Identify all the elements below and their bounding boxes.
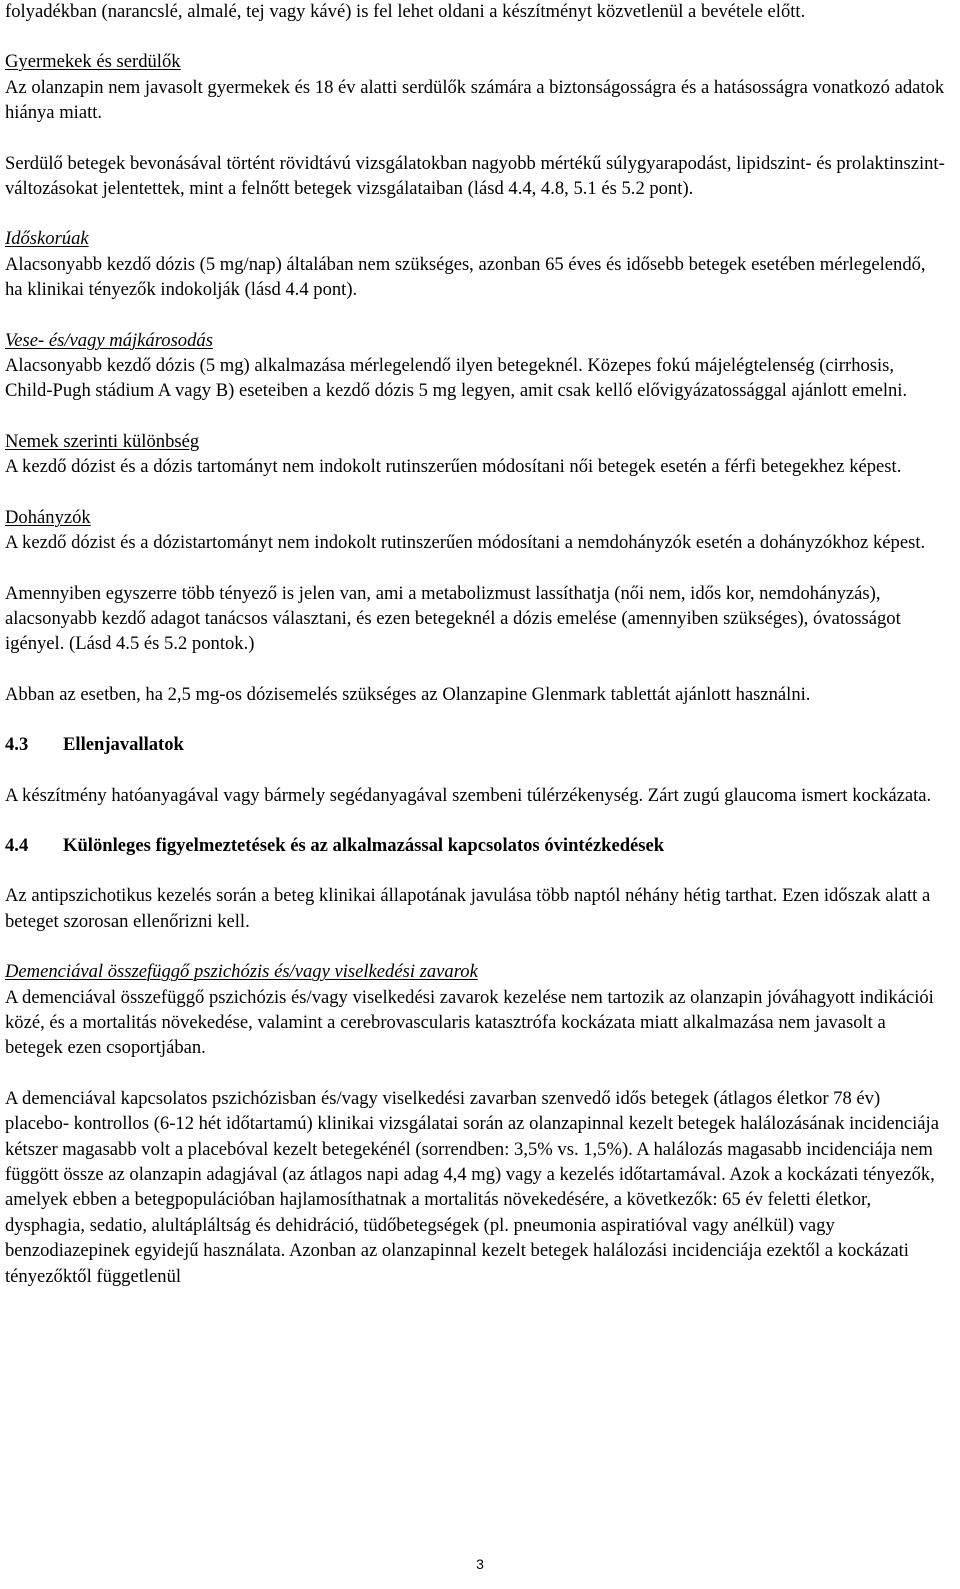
section-4-4-number: 4.4 xyxy=(5,834,29,856)
section-4-4-heading xyxy=(5,833,945,858)
renal-heading: Vese- és/vagy májkárosodás xyxy=(5,329,213,351)
section-4-3-paragraph: A készítmény hatóanyagával vagy bármely segédanyagával szembeni túlérzékenység. Zárt zugú glaucoma ismert kockázata. xyxy=(5,784,932,806)
smokers-section xyxy=(5,505,945,556)
dementia-paragraph-1: A demenciával összefüggő pszichózis és/vagy viselkedési zavarok kezelése nem tartozik az olanzapin jóváhagyott indikációi közé, és a mortalitás növekedése, valamint a cerebrovascularis katasztrófa kockázata miatt alkalmazása nem javasolt a betegek ezen csoportjában. xyxy=(5,986,934,1059)
section-4-4-paragraph: Az antipszichotikus kezelés során a beteg klinikai állapotának javulása több naptól néhány hétig tarthat. Ezen időszak alatt a beteget szorosan ellenőrizni kell. xyxy=(5,885,931,932)
section-4-4-title: Különleges figyelmeztetések és az alkalmazással kapcsolatos óvintézkedések xyxy=(63,834,665,856)
elderly-paragraph: Alacsonyabb kezdő dózis (5 mg/nap) általában nem szükséges, azonban 65 éves és idősebb betegek esetében mérlegelendő, ha klinikai tényezők indokolják (lásd 4.4 pont). xyxy=(5,253,926,301)
dementia-heading: Demenciával összefüggő pszichózis és/vagy viselkedési zavarok xyxy=(5,961,478,983)
intro-paragraph: folyadékban (narancslé, almalé, tej vagy kávé) is fel lehet oldani a készítményt közvetlenül a bevétele előtt. xyxy=(5,1,806,22)
children-paragraph-2: Serdülő betegek bevonásával történt rövidtávú vizsgálatokban nagyobb mértékű súlygyarapodást, lipidszint- és prolaktinszint-változásokat jelentettek, mint a felnőtt betegek vizsgálataiban (lásd 4.4, 4.8, 5.1 és 5.2 pont). xyxy=(5,152,945,200)
dementia-paragraph-2: A demenciával kapcsolatos pszichózisban és/vagy viselkedési zavarban szenvedő idős betegek (átlagos életkor 78 év) placebo- kontrollos (6-12 hét időtartamú) klinikai vizsgálatai során az olanzapinnal kezelt betegek halálozásának incidenciája kétszer magasabb volt a placebóval kezelt betegekénél (sorrendben: 3,5% vs. 1,5%). A halálozás magasabb incidenciája nem függött össze az olanzapin adagjával (az átlagos napi adag 4,4 mg) vagy a kezelés időtartamával. Azok a kockázati tényezők, amelyek ebben a betegpopulációban hajlamosíthatnak a mortalitás növekedésére, a következők: 65 év feletti életkor, dysphagia, sedatio, alultápláltság és dehidráció, tüdőbetegségek (pl. pneumonia aspiratióval vagy anélkül) vagy benzodiazepinek egyidejű használata. Azonban az olanzapinnal kezelt betegek halálozási incidenciája ezektől a kockázati tényezőktől függetlenül xyxy=(5,1087,939,1287)
renal-paragraph: Alacsonyabb kezdő dózis (5 mg) alkalmazása mérlegelendő ilyen betegeknél. Közepes fokú májelégtelenség (cirrhosis, Child-Pugh stádium A vagy B) eseteiben a kezdő dózis 5 mg legyen, amit csak kellő elővigyázatossággal ajánlott emelni. xyxy=(5,355,908,402)
dementia-section xyxy=(5,959,945,1061)
children-heading: Gyermekek és serdülők xyxy=(5,51,181,73)
children-section xyxy=(5,49,945,125)
page-number: 3 xyxy=(476,1556,484,1572)
gender-paragraph: A kezdő dózist és a dózis tartományt nem indokolt rutinszerűen módosítani női betegek esetén a férfi betegekhez képest. xyxy=(5,456,902,478)
section-4-3-heading xyxy=(5,732,945,757)
smokers-paragraph: A kezdő dózist és a dózistartományt nem indokolt rutinszerűen módosítani a nemdohányzók esetén a dohányzókhoz képest. xyxy=(5,532,926,554)
children-paragraph-1: Az olanzapin nem javasolt gyermekek és 18 év alatti serdülők számára a biztonságosságra és a hatásosságra vonatkozó adatok hiánya miatt. xyxy=(5,76,945,124)
elderly-section xyxy=(5,226,945,302)
document-page xyxy=(5,0,945,1289)
section-4-3-number: 4.3 xyxy=(5,734,29,756)
smokers-heading: Dohányzók xyxy=(5,506,91,528)
gender-heading: Nemek szerinti különbség xyxy=(5,430,200,452)
elderly-heading: Időskorúak xyxy=(5,228,89,250)
gender-section xyxy=(5,429,945,480)
section-4-3-title: Ellenjavallatok xyxy=(63,734,184,756)
dose-step-paragraph: Abban az esetben, ha 2,5 mg-os dózisemelés szükséges az Olanzapine Glenmark tablettát ajánlott használni. xyxy=(5,683,811,705)
renal-section xyxy=(5,328,945,404)
multiple-factors-paragraph: Amennyiben egyszerre több tényező is jelen van, ami a metabolizmust lassíthatja (női nem, idős kor, nemdohányzás), alacsonyabb kezdő adagot tanácsos választani, és ezen betegeknél a dózis emelése (amennyiben szükséges), óvatosságot igényel. (Lásd 4.5 és 5.2 pontok.) xyxy=(5,582,901,655)
